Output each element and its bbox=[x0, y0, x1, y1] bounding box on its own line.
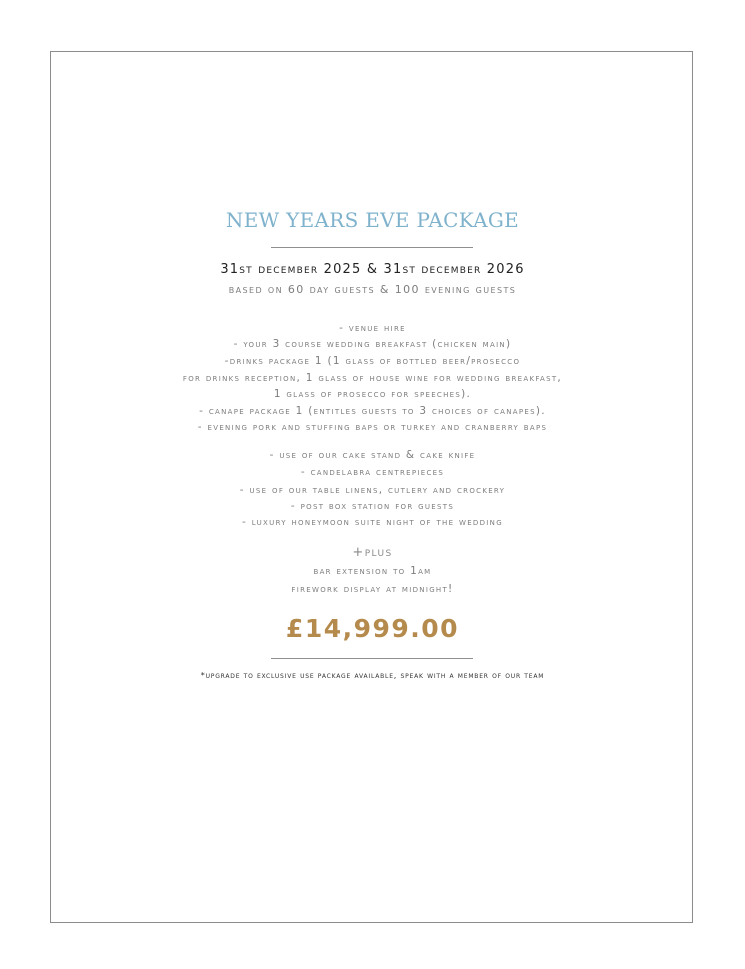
inclusion-item: - canape package 1 (entitles guests to 3 choices of canapes). bbox=[199, 405, 546, 417]
package-dates: 31st december 2025 & 31st december 2026 bbox=[220, 262, 525, 277]
inclusion-item: - use of our table linens, cutlery and crockery bbox=[239, 484, 506, 496]
package-price: £14,999.00 bbox=[285, 614, 460, 643]
inclusion-item: - evening pork and stuffing baps or turkey and cranberry baps bbox=[197, 421, 548, 433]
upgrade-note: *upgrade to exclusive use package available, speak with a member of our team bbox=[200, 671, 545, 680]
divider-top bbox=[271, 247, 473, 248]
inclusion-item: -drinks package 1 (1 glass of bottled beer/prosecco bbox=[224, 355, 521, 367]
inclusion-item: - your 3 course wedding breakfast (chicken main) bbox=[233, 338, 512, 350]
plus-heading: +plus bbox=[352, 545, 393, 560]
inclusion-item: for drinks reception, 1 glass of house wine for wedding breakfast, bbox=[182, 372, 563, 384]
inclusion-item: 1 glass of prosecco for speeches). bbox=[273, 388, 472, 400]
inclusion-item: - use of our cake stand & cake knife bbox=[269, 449, 476, 461]
guest-numbers: based on 60 day guests & 100 evening guests bbox=[228, 283, 517, 296]
plus-item: bar extension to 1am bbox=[313, 565, 432, 577]
inclusion-item: - venue hire bbox=[339, 322, 406, 334]
package-title: NEW YEARS EVE PACKAGE bbox=[225, 208, 520, 232]
inclusion-item: - post box station for guests bbox=[290, 500, 455, 512]
inclusion-item: - candelabra centrepieces bbox=[300, 466, 445, 478]
divider-bottom bbox=[271, 658, 473, 659]
inclusion-item: - luxury honeymoon suite night of the wedding bbox=[242, 516, 503, 528]
plus-item: firework display at midnight! bbox=[291, 583, 454, 595]
